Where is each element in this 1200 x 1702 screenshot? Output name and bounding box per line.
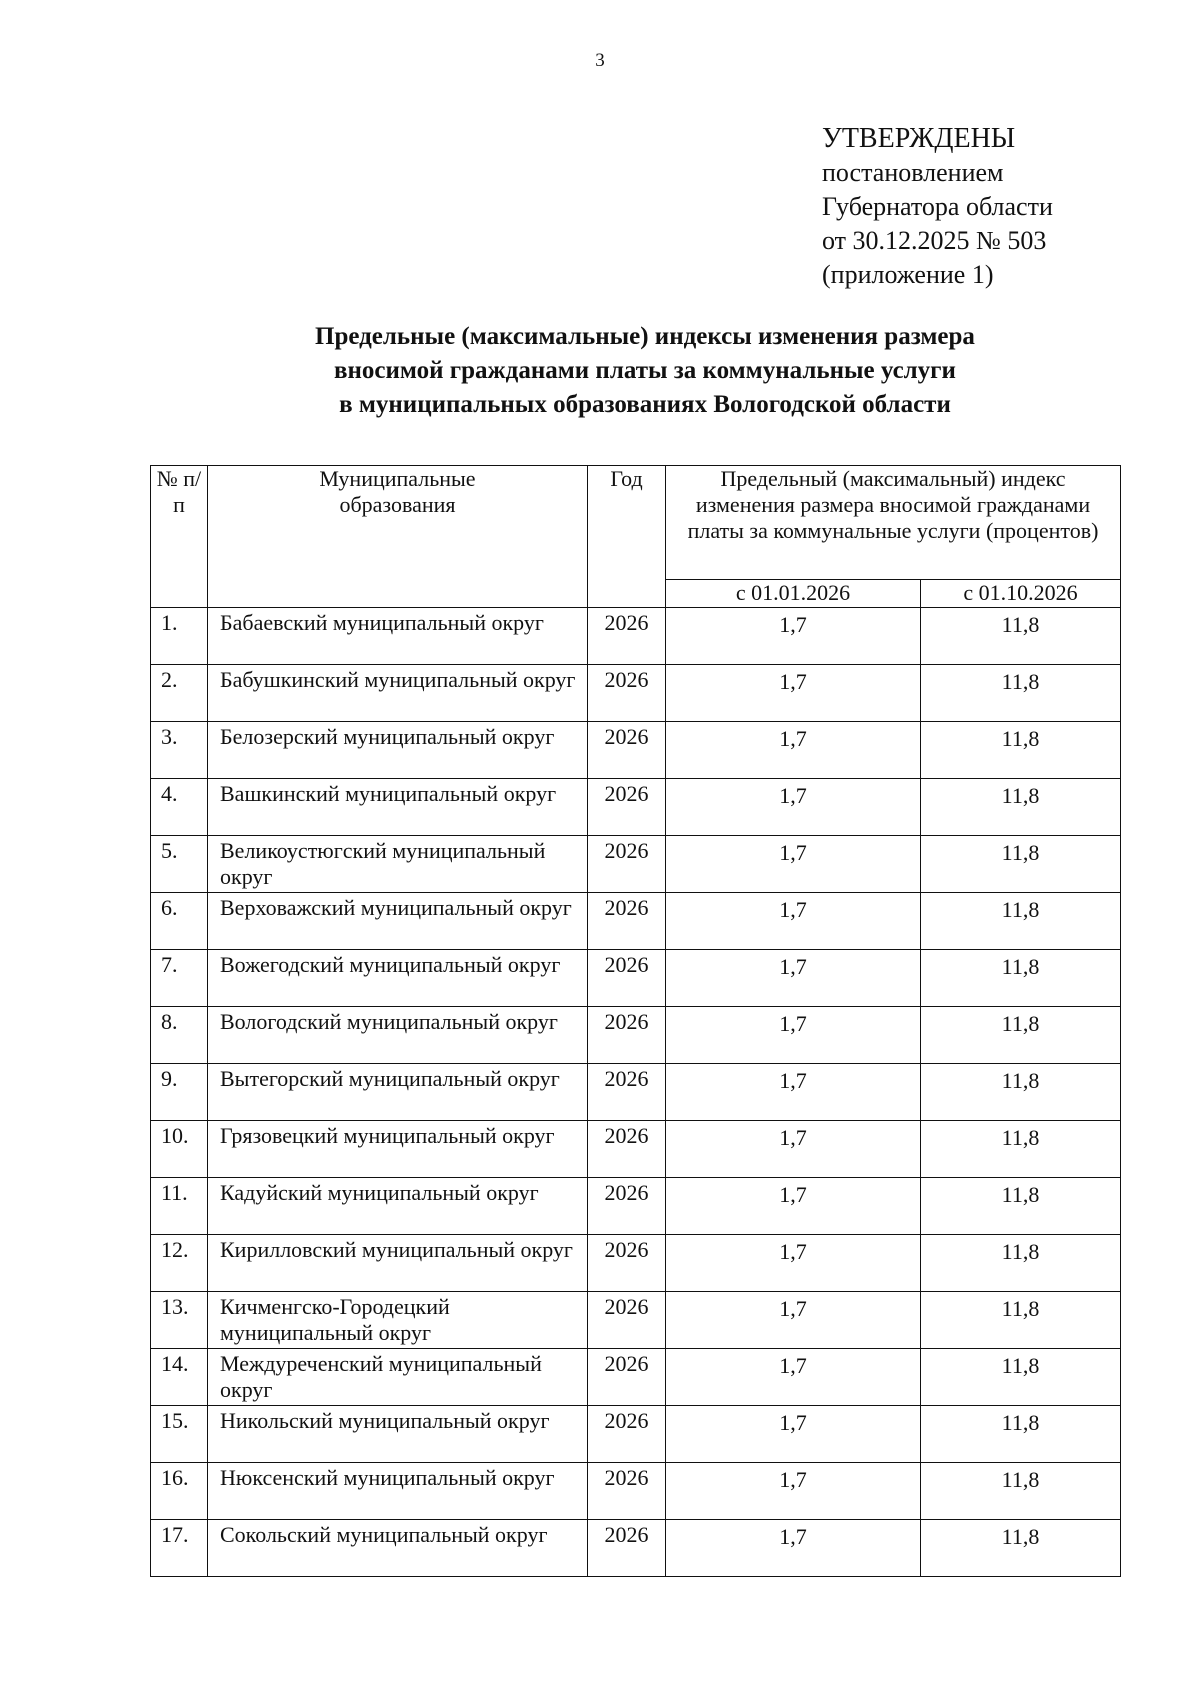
row-number: 12. [151, 1235, 208, 1292]
title-line: в муниципальных образованиях Вологодской области [339, 391, 951, 418]
row-number: 13. [151, 1292, 208, 1349]
row-municipality: Великоустюгский муниципальный округ [208, 836, 588, 893]
row-number: 4. [151, 779, 208, 836]
table-row [151, 608, 1121, 665]
row-number: 17. [151, 1520, 208, 1577]
row-number: 1. [151, 608, 208, 665]
header-year: Год [588, 466, 666, 608]
row-year: 2026 [588, 1463, 666, 1520]
approval-heading: УТВЕРЖДЕНЫ [822, 123, 1016, 154]
row-municipality: Кичменгско-Городецкий муниципальный округ [208, 1292, 588, 1349]
title-line: Предельные (максимальные) индексы изменения размера [315, 323, 975, 350]
table-row [151, 893, 1121, 950]
row-index-october: 11,8 [921, 836, 1121, 893]
approval-line: (приложение 1) [822, 260, 994, 289]
row-municipality: Кадуйский муниципальный округ [208, 1178, 588, 1235]
row-index-january: 1,7 [666, 836, 921, 893]
row-number: 16. [151, 1463, 208, 1520]
row-municipality: Вытегорский муниципальный округ [208, 1064, 588, 1121]
row-year: 2026 [588, 1121, 666, 1178]
approval-line: от 30.12.2025 № 503 [822, 226, 1047, 255]
row-index-january: 1,7 [666, 608, 921, 665]
row-year: 2026 [588, 1349, 666, 1406]
row-index-january: 1,7 [666, 1463, 921, 1520]
document-title [0, 320, 1200, 422]
row-index-january: 1,7 [666, 1235, 921, 1292]
row-number: 8. [151, 1007, 208, 1064]
row-year: 2026 [588, 893, 666, 950]
page-number: 3 [595, 50, 605, 71]
row-number: 3. [151, 722, 208, 779]
row-year: 2026 [588, 1064, 666, 1121]
row-index-october: 11,8 [921, 1007, 1121, 1064]
table-row [151, 1007, 1121, 1064]
row-number: 11. [151, 1178, 208, 1235]
row-municipality: Белозерский муниципальный округ [208, 722, 588, 779]
row-number: 6. [151, 893, 208, 950]
row-index-january: 1,7 [666, 779, 921, 836]
header-number: № п/п [151, 466, 208, 608]
header-municipality: Муниципальные образования [208, 466, 588, 608]
table-row [151, 1235, 1121, 1292]
header-from-october: с 01.10.2026 [921, 580, 1121, 608]
title-line: вносимой гражданами платы за коммунальные услуги [334, 357, 956, 384]
table-row [151, 722, 1121, 779]
table-row [151, 779, 1121, 836]
row-municipality: Кирилловский муниципальный округ [208, 1235, 588, 1292]
row-index-october: 11,8 [921, 1520, 1121, 1577]
table-row [151, 1463, 1121, 1520]
row-number: 14. [151, 1349, 208, 1406]
row-number: 2. [151, 665, 208, 722]
table-row [151, 836, 1121, 893]
table-row [151, 1292, 1121, 1349]
header-from-january: с 01.01.2026 [666, 580, 921, 608]
table-row [151, 1406, 1121, 1463]
row-municipality: Вожегодский муниципальный округ [208, 950, 588, 1007]
table-row [151, 1520, 1121, 1577]
row-municipality: Междуреченский муниципальный округ [208, 1349, 588, 1406]
row-number: 10. [151, 1121, 208, 1178]
row-year: 2026 [588, 836, 666, 893]
row-index-october: 11,8 [921, 1064, 1121, 1121]
table-row [151, 1064, 1121, 1121]
row-index-january: 1,7 [666, 893, 921, 950]
row-index-october: 11,8 [921, 1292, 1121, 1349]
row-index-october: 11,8 [921, 1178, 1121, 1235]
row-index-january: 1,7 [666, 1349, 921, 1406]
row-year: 2026 [588, 608, 666, 665]
row-year: 2026 [588, 950, 666, 1007]
row-municipality: Бабушкинский муниципальный округ [208, 665, 588, 722]
row-index-january: 1,7 [666, 1121, 921, 1178]
row-year: 2026 [588, 1406, 666, 1463]
row-municipality: Верховажский муниципальный округ [208, 893, 588, 950]
row-index-october: 11,8 [921, 1463, 1121, 1520]
row-index-january: 1,7 [666, 722, 921, 779]
row-municipality: Никольский муниципальный округ [208, 1406, 588, 1463]
table-row [151, 1178, 1121, 1235]
row-index-january: 1,7 [666, 1178, 921, 1235]
row-index-october: 11,8 [921, 608, 1121, 665]
row-index-october: 11,8 [921, 950, 1121, 1007]
row-index-october: 11,8 [921, 1349, 1121, 1406]
approval-stamp [822, 122, 1053, 292]
approval-line: Губернатора области [822, 192, 1053, 221]
index-table [150, 465, 1121, 1577]
table-row [151, 1349, 1121, 1406]
row-index-october: 11,8 [921, 1235, 1121, 1292]
row-year: 2026 [588, 1007, 666, 1064]
row-municipality: Сокольский муниципальный округ [208, 1520, 588, 1577]
row-year: 2026 [588, 722, 666, 779]
row-municipality: Бабаевский муниципальный округ [208, 608, 588, 665]
row-number: 7. [151, 950, 208, 1007]
row-municipality: Грязовецкий муниципальный округ [208, 1121, 588, 1178]
table-row [151, 1121, 1121, 1178]
approval-line: постановлением [822, 158, 1004, 187]
row-index-october: 11,8 [921, 665, 1121, 722]
row-index-january: 1,7 [666, 665, 921, 722]
row-index-january: 1,7 [666, 1292, 921, 1349]
row-index-october: 11,8 [921, 1406, 1121, 1463]
row-number: 5. [151, 836, 208, 893]
row-index-october: 11,8 [921, 779, 1121, 836]
row-index-january: 1,7 [666, 1064, 921, 1121]
row-index-october: 11,8 [921, 1121, 1121, 1178]
row-year: 2026 [588, 665, 666, 722]
row-municipality: Нюксенский муниципальный округ [208, 1463, 588, 1520]
row-municipality: Вашкинский муниципальный округ [208, 779, 588, 836]
table-row [151, 665, 1121, 722]
row-year: 2026 [588, 1235, 666, 1292]
table-row [151, 950, 1121, 1007]
row-number: 15. [151, 1406, 208, 1463]
row-index-january: 1,7 [666, 1406, 921, 1463]
header-index: Предельный (максимальный) индекс изменения размера вносимой гражданами платы за коммунальные услуги (процентов) [666, 466, 1121, 580]
row-index-january: 1,7 [666, 950, 921, 1007]
row-number: 9. [151, 1064, 208, 1121]
row-index-october: 11,8 [921, 722, 1121, 779]
row-year: 2026 [588, 779, 666, 836]
row-municipality: Вологодский муниципальный округ [208, 1007, 588, 1064]
row-year: 2026 [588, 1292, 666, 1349]
row-year: 2026 [588, 1178, 666, 1235]
row-index-october: 11,8 [921, 893, 1121, 950]
row-index-january: 1,7 [666, 1007, 921, 1064]
row-index-january: 1,7 [666, 1520, 921, 1577]
row-year: 2026 [588, 1520, 666, 1577]
